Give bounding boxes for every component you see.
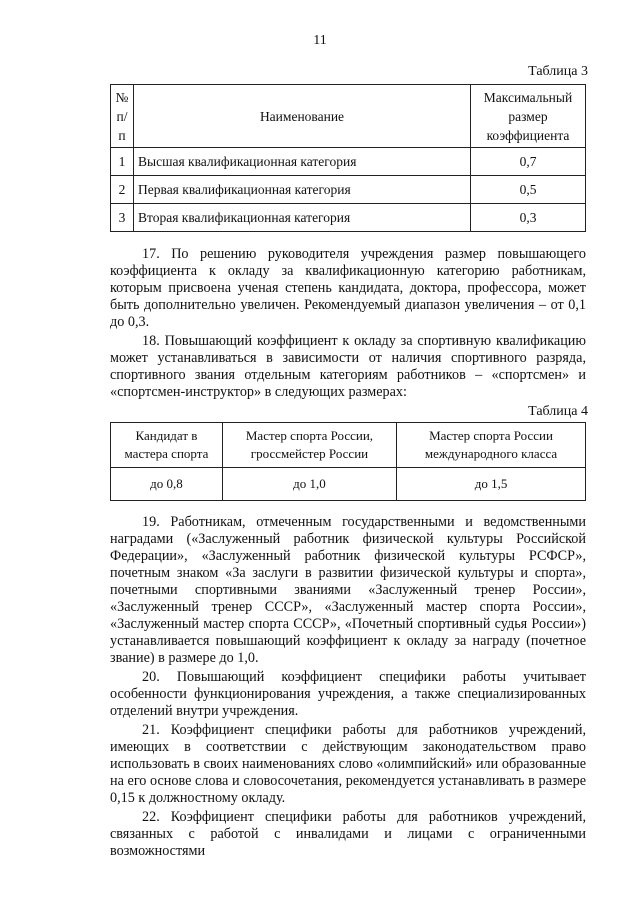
table-3-caption: Таблица 3 (528, 64, 588, 79)
coefficient-value: до 1,0 (222, 468, 396, 501)
row-number: 2 (111, 176, 134, 204)
paragraph-20: 20. Повышающий коэффициент специфики работы учитывает особенности функционирования учреждения, а также специализированных отделений внутри учреждения. (110, 669, 586, 719)
sport-qualification-table (110, 422, 586, 501)
category-name: Первая квалификационная категория (134, 176, 471, 204)
column-header-number: № п/п (111, 85, 134, 148)
table-4-caption: Таблица 4 (528, 404, 588, 419)
paragraphs-19-22 (110, 514, 586, 860)
paragraph-17: 17. По решению руководителя учреждения размер повышающего коэффициента к окладу за квалификационную категорию работникам, которым присвоена ученая степень кандидата, доктора, профессора, может быть дополнительно увеличен. Рекомендуемый диапазон увеличения – от 0,1 до 0,3. (110, 246, 586, 330)
paragraph-18: 18. Повышающий коэффициент к окладу за спортивную квалификацию может устанавливаться в зависимости от наличия спортивного разряда, спортивного звания отдельным категориям работников – «спортсмен» и «спортсмен-инструктор» в следующих размерах: (110, 333, 586, 400)
table-header-row (111, 85, 586, 148)
column-header-international-master: Мастер спорта России международного класса (397, 423, 586, 468)
table-row (111, 204, 586, 232)
coefficient-value: 0,3 (471, 204, 586, 232)
paragraph-21: 21. Коэффициент специфики работы для работников учреждений, имеющих в соответствии с действующим законодательством право использовать в своих наименованиях слово «олимпийский» или образованные на его основе слова и словосочетания, рекомендуется устанавливать в размере 0,15 к должностному окладу. (110, 722, 586, 806)
coefficient-value: до 0,8 (111, 468, 223, 501)
row-number: 1 (111, 148, 134, 176)
category-name: Высшая квалификационная категория (134, 148, 471, 176)
category-name: Вторая квалификационная категория (134, 204, 471, 232)
column-header-candidate-master: Кандидат в мастера спорта (111, 423, 223, 468)
paragraph-19: 19. Работникам, отмеченным государственными и ведомственными наградами («Заслуженный работник физической культуры Российской Федерации», «Заслуженный работник физической культуры РСФСР», почетным знаком «За заслуги в развитии физической культуры и спорта», почетными спортивными званиями «Заслуженный тренер России», «Заслуженный тренер СССР», «Заслуженный мастер спорта России», «Заслуженный мастер спорта СССР», «Почетный спортивный судья России») устанавливается повышающий коэффициент к окладу за награду (почетное звание) в размере до 1,0. (110, 514, 586, 666)
paragraphs-17-18 (110, 246, 586, 401)
row-number: 3 (111, 204, 134, 232)
table-row (111, 176, 586, 204)
table-row (111, 148, 586, 176)
qualification-coefficient-table (110, 84, 586, 232)
column-header-name: Наименование (134, 85, 471, 148)
coefficient-value: до 1,5 (397, 468, 586, 501)
paragraph-22: 22. Коэффициент специфики работы для работников учреждений, связанных с работой с инвалидами и лицами с ограниченными возможностями (110, 809, 586, 859)
table-row (111, 468, 586, 501)
column-header-max-coefficient: Максимальный размер коэффициента (471, 85, 586, 148)
table-header-row (111, 423, 586, 468)
page-number: 11 (313, 33, 327, 48)
coefficient-value: 0,5 (471, 176, 586, 204)
column-header-master-of-sport: Мастер спорта России, гроссмейстер России (222, 423, 396, 468)
coefficient-value: 0,7 (471, 148, 586, 176)
